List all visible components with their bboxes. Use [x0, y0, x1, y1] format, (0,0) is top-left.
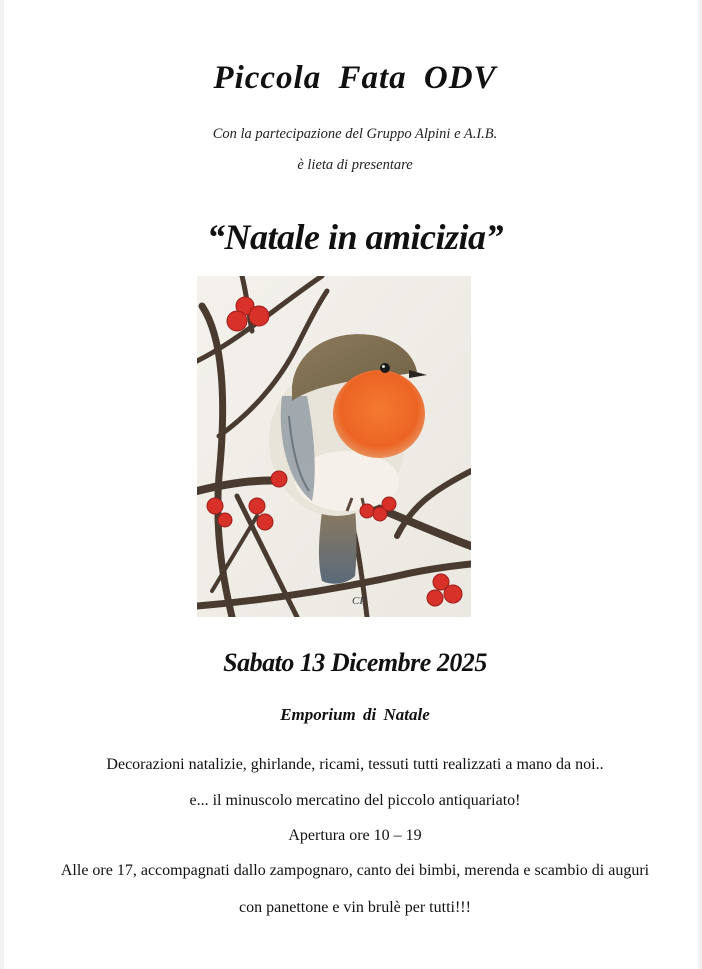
description-line-1: Decorazioni natalizie, ghirlande, ricami, tessuti tutti realizzati a mano da noi..: [106, 756, 604, 773]
event-name: Emporium di Natale: [280, 705, 430, 724]
description-line-5: con panettone e vin brulè per tutti!!!: [239, 899, 471, 916]
description-line-4: Alle ore 17, accompagnati dallo zampognaro, canto dei bimbi, merenda e scambio di auguri: [60, 862, 650, 879]
participation-line: Con la partecipazione del Gruppo Alpini e A.I.B.: [212, 126, 498, 142]
robin-breast: [333, 370, 425, 458]
robin-eye: [380, 363, 390, 373]
robin-tail: [319, 508, 357, 584]
event-title: “Natale in amicizia”: [207, 217, 503, 257]
description-line-2: e... il minuscolo mercatino del piccolo antiquariato!: [189, 792, 521, 809]
opening-hours: Apertura ore 10 – 19: [288, 827, 422, 844]
organization-title: Piccola Fata ODV: [213, 60, 497, 96]
event-date: Sabato 13 Dicembre 2025: [223, 648, 487, 677]
image-signature: CP: [352, 595, 367, 607]
robin-illustration: [197, 276, 471, 617]
presents-line: è lieta di presentare: [297, 157, 413, 173]
